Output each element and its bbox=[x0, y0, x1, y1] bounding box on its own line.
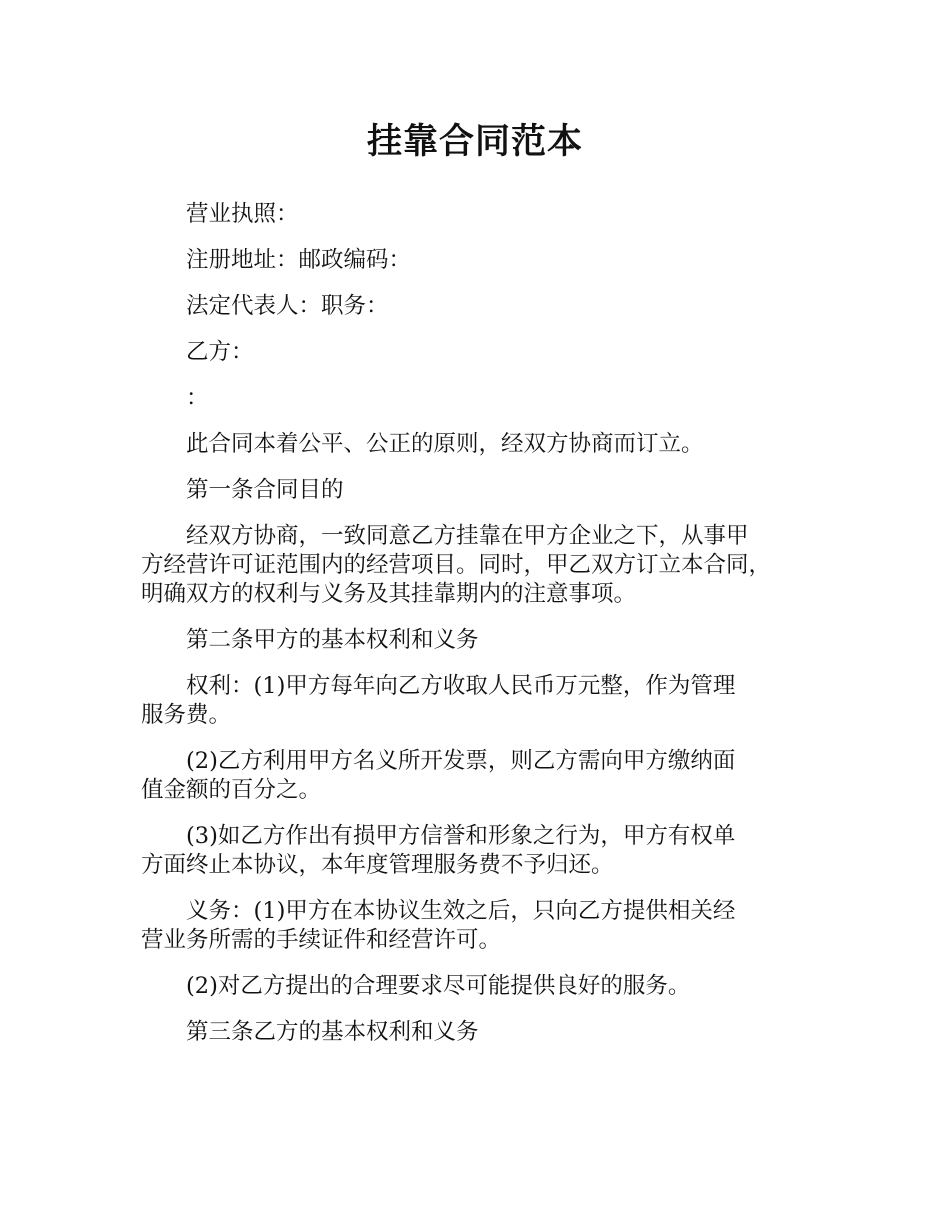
paragraph-article-2-right-3: (3)如乙方作出有损甲方信誉和形象之行为，甲方有权单 方面终止本协议，本年度管理服务费不予归还。 bbox=[141, 823, 736, 878]
paragraph-article-1-body: 经双方协商，一致同意乙方挂靠在甲方企业之下，从事甲 方经营许可证范围内的经营项目。同时，甲乙双方订立本合同， 明确双方的权利与义务及其挂靠期内的注意事项。 bbox=[141, 523, 772, 607]
paragraph-article-2-heading: 第二条甲方的基本权利和义务 bbox=[186, 627, 479, 653]
document-title: 挂靠合同范本 bbox=[366, 122, 583, 162]
paragraph-article-2-duty-2: (2)对乙方提出的合理要求尽可能提供良好的服务。 bbox=[186, 973, 691, 999]
paragraph-party-b: 乙方： bbox=[186, 339, 254, 365]
paragraph-article-1-heading: 第一条合同目的 bbox=[186, 477, 344, 503]
paragraph-registered-address: 注册地址：邮政编码： bbox=[186, 247, 412, 273]
paragraph-article-3-heading: 第三条乙方的基本权利和义务 bbox=[186, 1019, 479, 1045]
paragraph-preamble: 此合同本着公平、公正的原则，经双方协商而订立。 bbox=[186, 431, 704, 457]
paragraph-blank-field: ： bbox=[186, 385, 209, 411]
paragraph-article-2-right-2: (2)乙方利用甲方名义所开发票，则乙方需向甲方缴纳面 值金额的百分之。 bbox=[141, 748, 736, 803]
paragraph-business-license: 营业执照： bbox=[186, 201, 299, 227]
paragraph-legal-representative: 法定代表人：职务： bbox=[186, 293, 389, 319]
paragraph-article-2-right-1: 权利：(1)甲方每年向乙方收取人民币万元整，作为管理 服务费。 bbox=[141, 673, 736, 728]
document-body bbox=[141, 200, 831, 1064]
paragraph-article-2-duty-1: 义务：(1)甲方在本协议生效之后，只向乙方提供相关经 营业务所需的手续证件和经营许可。 bbox=[141, 898, 736, 953]
